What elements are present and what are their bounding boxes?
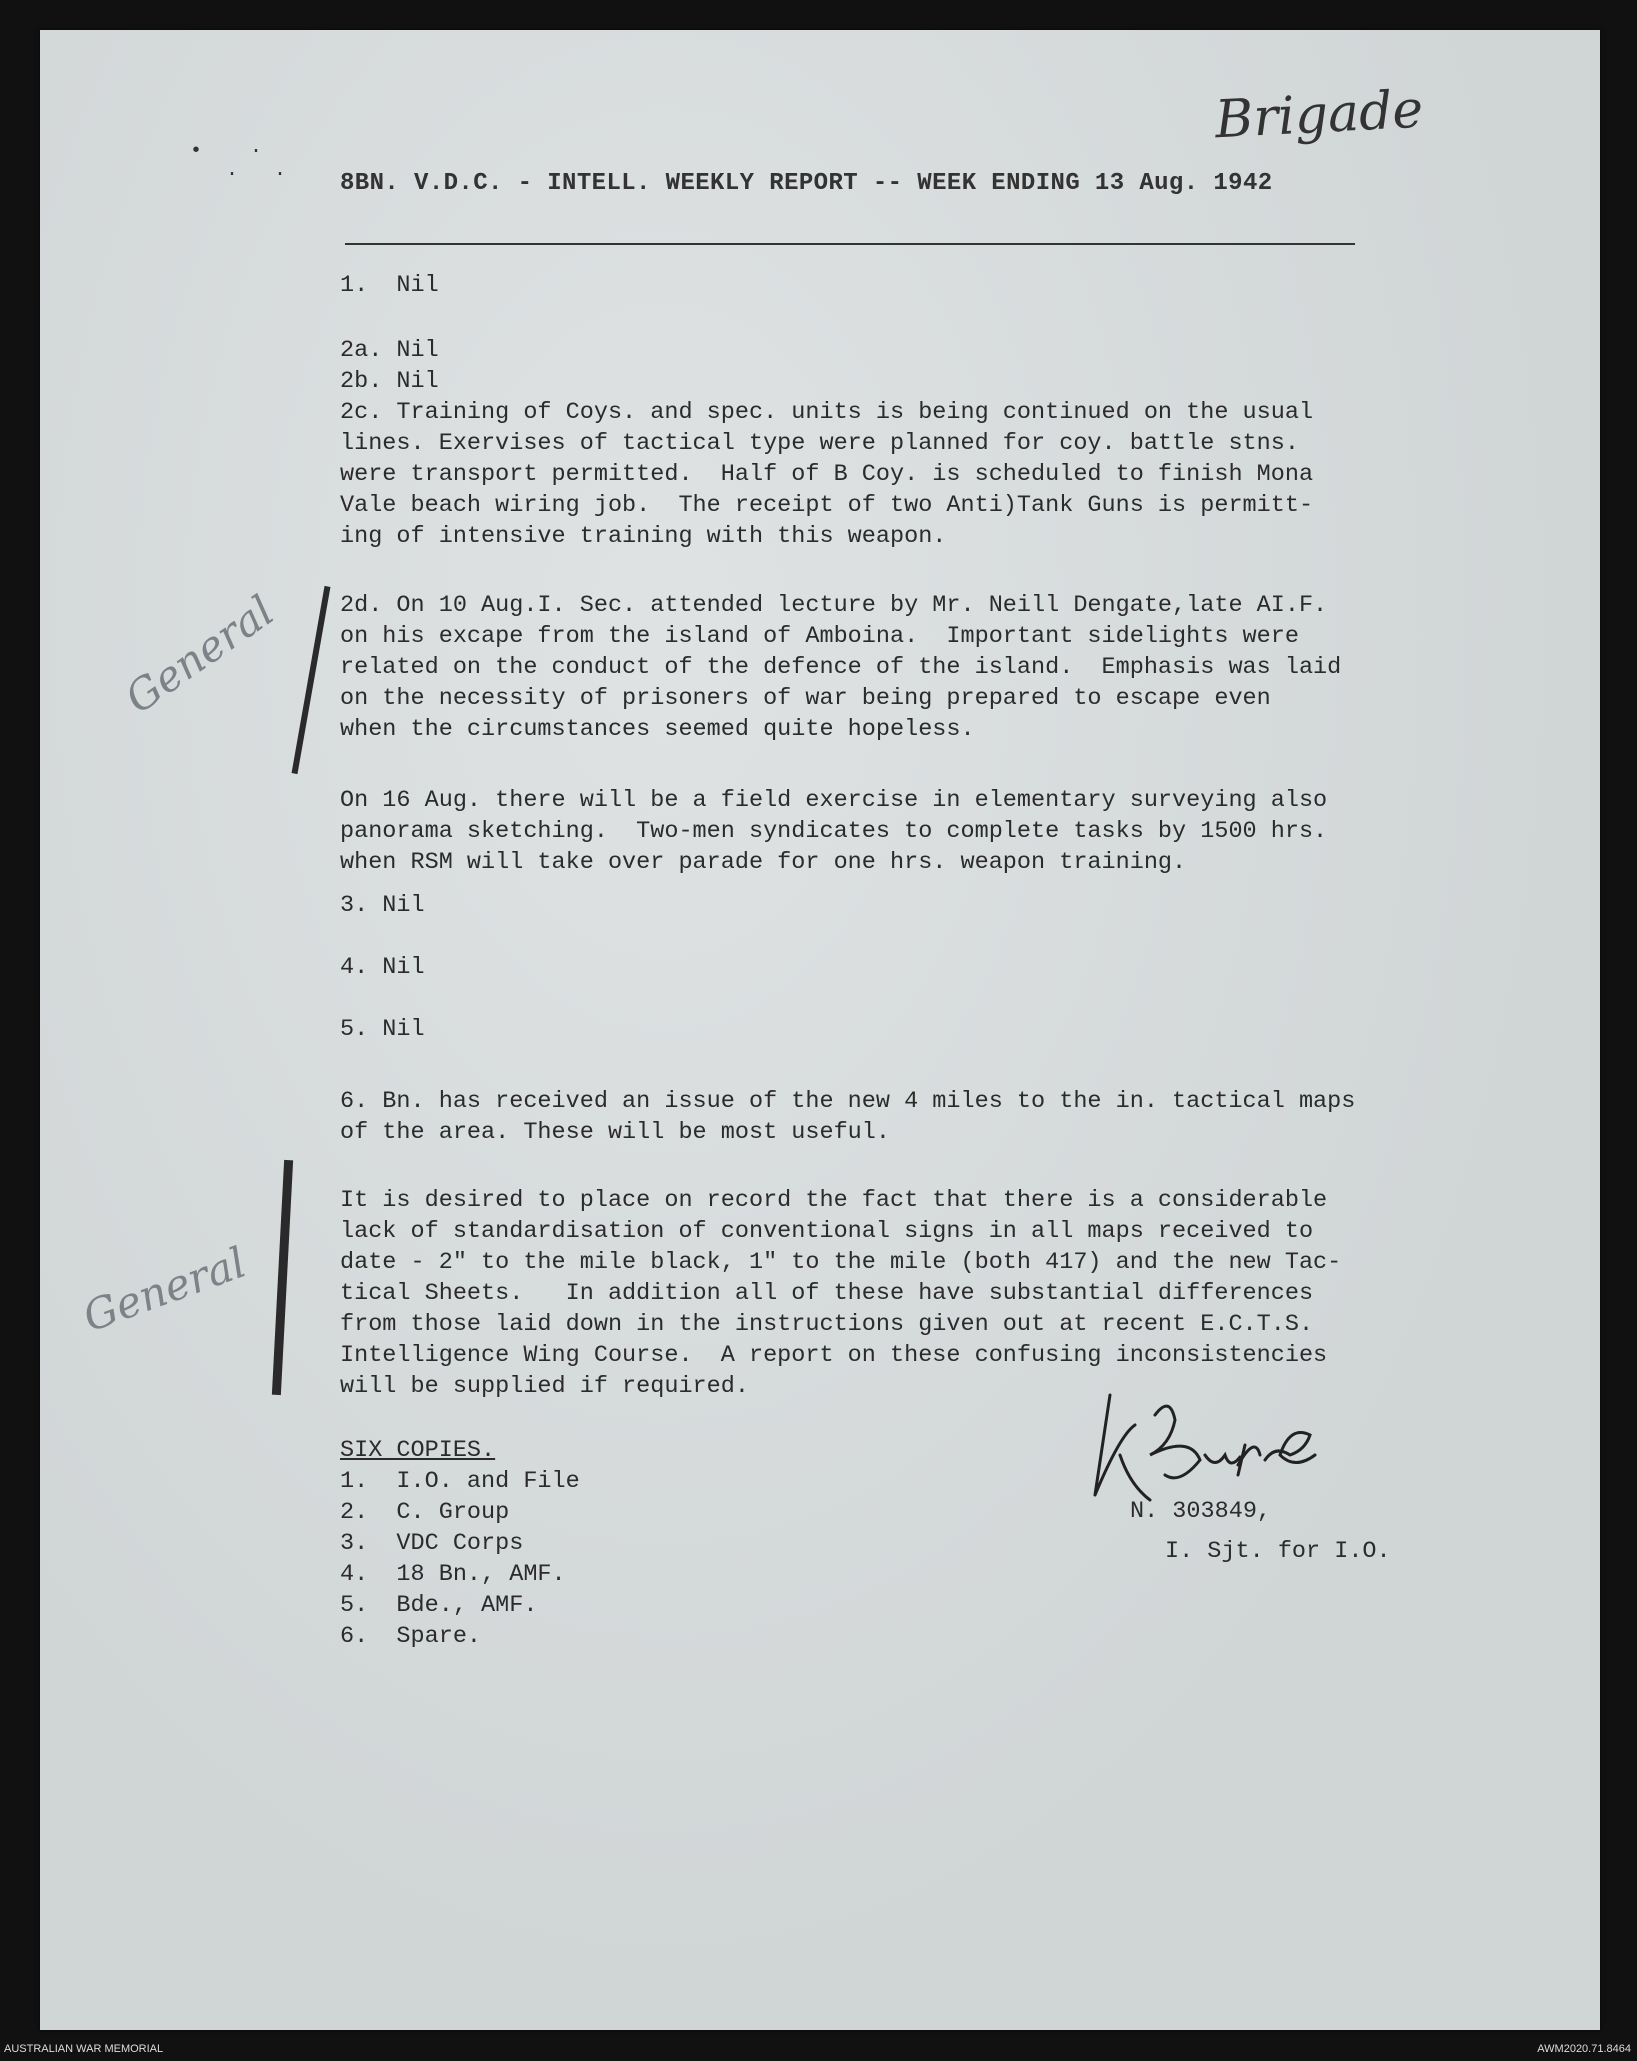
item-4: 4. Nil bbox=[340, 954, 425, 981]
item-1: 1. Nil bbox=[340, 272, 439, 299]
margin-bracket-1 bbox=[292, 586, 331, 774]
copies-item-1: 1. I.O. and File bbox=[340, 1468, 580, 1495]
copies-item-2: 2. C. Group bbox=[340, 1499, 510, 1526]
report-title: 8BN. V.D.C. - INTELL. WEEKLY REPORT -- WEEK ENDING 13 Aug. 1942 bbox=[340, 170, 1273, 197]
item-3: 3. Nil bbox=[340, 892, 425, 919]
item-5: 5. Nil bbox=[340, 1016, 425, 1043]
item-2d-continued: On 16 Aug. there will be a field exercise in elementary surveying also panorama sketching. Two-men syndicates to complete tasks by 1500 hrs. when RSM will take over parade for one hrs. weapon training. bbox=[340, 787, 1328, 876]
copies-item-6: 6. Spare. bbox=[340, 1623, 482, 1650]
item-2c: 2c. Training of Coys. and spec. units is being continued on the usual lines. Exervises of tactical type were planned for coy. battle stns. were transport permitted. Half of B Coy. is scheduled to finish Mona Vale beach wiring job. The receipt of two Anti)Tank Guns is permitt- ing of intensive training with this weapon. bbox=[340, 399, 1314, 550]
title-rule bbox=[345, 243, 1355, 245]
handwritten-general-1: General bbox=[116, 585, 283, 724]
item-6: 6. Bn. has received an issue of the new 4 miles to the in. tactical maps of the area. These will be most useful. bbox=[340, 1088, 1356, 1146]
copies-item-4: 4. 18 Bn., AMF. bbox=[340, 1561, 566, 1588]
document-page bbox=[40, 30, 1600, 2030]
item-2b: 2b. Nil bbox=[340, 368, 439, 395]
copies-item-5: 5. Bde., AMF. bbox=[340, 1592, 538, 1619]
copies-heading: SIX COPIES. bbox=[340, 1437, 496, 1464]
item-2a: 2a. Nil bbox=[340, 337, 439, 364]
item-6-continued: It is desired to place on record the fact that there is a considerable lack of standardisation of conventional signs in all maps received to date - 2" to the mile black, 1" to the mile (both 417) and the new Tac- tical Sheets. In addition all of these have substantial differences from those laid down in the instructions given out at recent E.C.T.S. Intelligence Wing Course. A report on these confusing inconsistencies will be supplied if required. bbox=[340, 1187, 1342, 1400]
handwritten-brigade: Brigade bbox=[1213, 79, 1425, 151]
handwritten-general-2: General bbox=[76, 1237, 253, 1342]
footer-reference: AWM2020.71.8464 bbox=[1537, 2043, 1631, 2055]
margin-bracket-2 bbox=[272, 1160, 293, 1395]
service-number: N. 303849, bbox=[1130, 1498, 1272, 1525]
copies-item-3: 3. VDC Corps bbox=[340, 1530, 524, 1557]
item-2d: 2d. On 10 Aug.I. Sec. attended lecture by Mr. Neill Dengate,late AI.F. on his excape from the island of Amboina. Important sidelights were related on the conduct of the defence of the island. Emphasis was laid on the necessity of prisoners of war being prepared to escape even when the circumstances seemed quite hopeless. bbox=[340, 592, 1342, 743]
footer-institution: AUSTRALIAN WAR MEMORIAL bbox=[4, 2043, 164, 2055]
signatory-role: I. Sjt. for I.O. bbox=[1165, 1538, 1391, 1565]
paper-marks: • · · · bbox=[190, 140, 287, 186]
